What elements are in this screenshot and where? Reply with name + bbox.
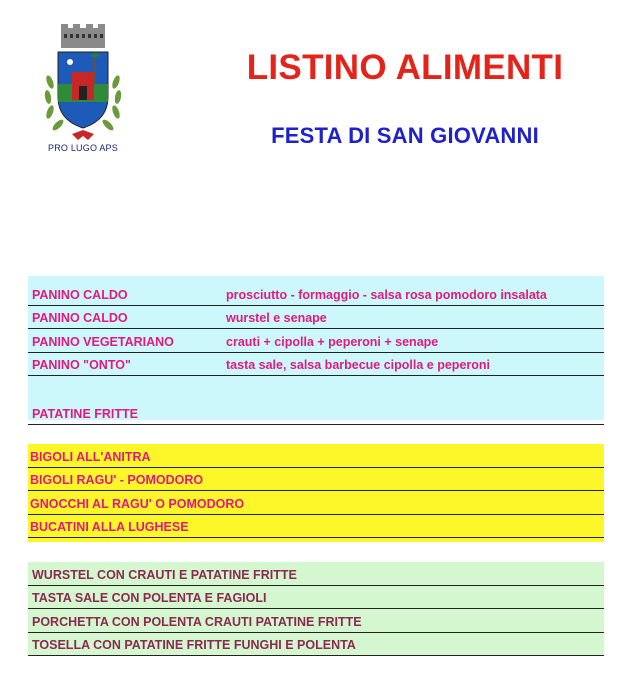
page-subtitle: FESTA DI SAN GIOVANNI (271, 123, 539, 148)
list-item (28, 491, 604, 515)
item-description: prosciutto - formaggio - salsa rosa pomodoro insalata (226, 287, 547, 302)
coat-of-arms-logo (28, 22, 138, 162)
item-name: PANINO CALDO (32, 287, 128, 302)
list-item (28, 282, 604, 306)
item-name: PATATINE FRITTE (32, 406, 139, 421)
list-item (28, 376, 604, 400)
list-item (28, 400, 604, 425)
list-item (28, 562, 604, 586)
item-name: PORCHETTA CON POLENTA CRAUTI PATATINE FRITTE (32, 614, 362, 629)
item-name: BIGOLI RAGU' - POMODORO (30, 473, 204, 487)
list-item (28, 609, 604, 633)
list-item (28, 329, 604, 353)
item-description: crauti + cipolla + peperoni + senape (226, 334, 439, 349)
item-description: tasta sale, salsa barbecue cipolla e peperoni (226, 358, 491, 372)
list-item (28, 515, 604, 539)
item-name: TASTA SALE CON POLENTA E FAGIOLI (32, 591, 267, 605)
section-primi (28, 444, 604, 542)
list-item (28, 468, 604, 492)
section-panini (28, 276, 604, 420)
section-secondi (28, 562, 604, 656)
item-name: BIGOLI ALL'ANITRA (30, 449, 151, 464)
list-item (28, 586, 604, 610)
list-item (28, 444, 604, 468)
item-name: PANINO VEGETARIANO (32, 334, 174, 349)
list-item (28, 306, 604, 330)
list-item (28, 633, 604, 657)
item-name: GNOCCHI AL RAGU' O POMODORO (30, 496, 245, 511)
item-description: wurstel e senape (226, 311, 327, 325)
item-name: WURSTEL CON CRAUTI E PATATINE FRITTE (32, 567, 297, 582)
item-name: TOSELLA CON PATATINE FRITTE FUNGHI E POLENTA (32, 638, 356, 652)
logo-caption: PRO LUGO APS (48, 143, 118, 153)
list-item (28, 353, 604, 377)
item-name: BUCATINI ALLA LUGHESE (30, 520, 189, 534)
page-title: LISTINO ALIMENTI (246, 48, 564, 87)
item-name: PANINO "ONTO" (32, 358, 131, 372)
item-name: PANINO CALDO (32, 311, 128, 325)
